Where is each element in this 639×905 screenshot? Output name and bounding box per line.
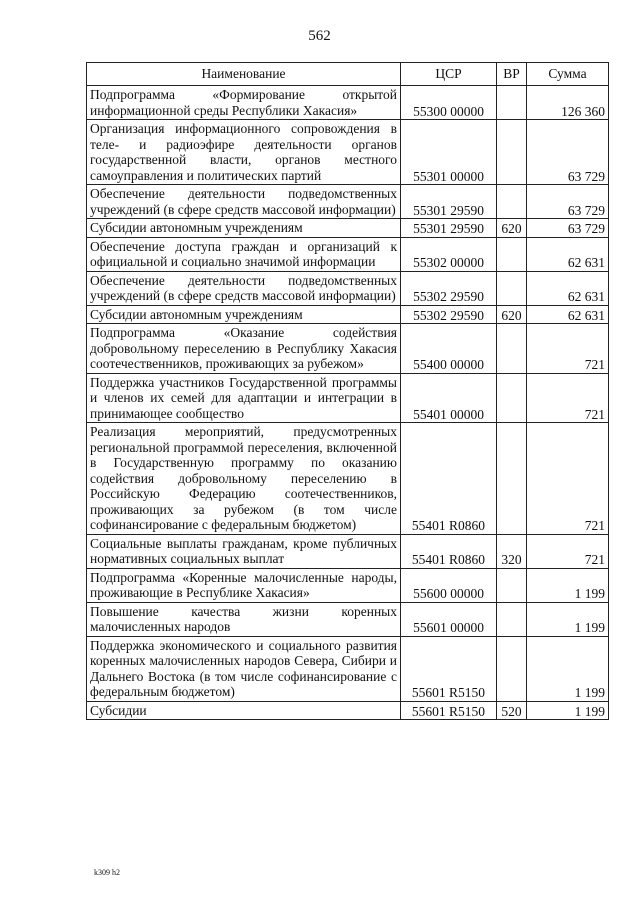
- row-vr: [497, 86, 527, 120]
- row-csr: 55401 00000: [401, 373, 497, 423]
- table-row: [87, 602, 609, 636]
- row-vr: [497, 568, 527, 602]
- row-sum: 1 199: [527, 701, 609, 720]
- row-sum: 721: [527, 534, 609, 568]
- row-name: Поддержка экономического и социального развития коренных малочисленных народов Севера, Сибири и Дальнего Востока (в том числе софинансирование с федеральным бюджетом): [87, 636, 401, 701]
- row-csr: 55300 00000: [401, 86, 497, 120]
- row-name: Субсидии: [87, 701, 401, 720]
- row-csr: 55601 R5150: [401, 636, 497, 701]
- table-header-row: [87, 63, 609, 86]
- row-sum: 63 729: [527, 120, 609, 185]
- row-sum: 63 729: [527, 219, 609, 238]
- header-sum: Сумма: [527, 63, 609, 86]
- row-csr: 55302 29590: [401, 271, 497, 305]
- row-name: Реализация мероприятий, предусмотренных региональной программой переселения, включенной в Государственную программу по оказанию содействия добровольному переселению в Российскую Федерацию соотечественников, проживающих за рубежом (в том числе софинансирование с федеральным бюджетом): [87, 423, 401, 535]
- row-csr: 55301 00000: [401, 120, 497, 185]
- row-sum: 62 631: [527, 271, 609, 305]
- row-sum: 721: [527, 373, 609, 423]
- budget-table: [86, 62, 609, 720]
- table-row: [87, 237, 609, 271]
- table-row: [87, 86, 609, 120]
- page-number: 562: [308, 28, 331, 44]
- row-vr: [497, 271, 527, 305]
- row-sum: 1 199: [527, 636, 609, 701]
- row-csr: 55400 00000: [401, 324, 497, 374]
- row-sum: 1 199: [527, 568, 609, 602]
- row-csr: 55302 00000: [401, 237, 497, 271]
- row-vr: [497, 373, 527, 423]
- row-vr: 320: [497, 534, 527, 568]
- row-name: Обеспечение деятельности подведомственных учреждений (в сфере средств массовой информации): [87, 271, 401, 305]
- row-csr: 55301 29590: [401, 185, 497, 219]
- row-vr: [497, 120, 527, 185]
- row-name: Повышение качества жизни коренных малочисленных народов: [87, 602, 401, 636]
- row-vr: 620: [497, 219, 527, 238]
- row-name: Обеспечение деятельности подведомственных учреждений (в сфере средств массовой информации): [87, 185, 401, 219]
- footer-code: k309 h2: [94, 868, 120, 877]
- table-row: [87, 185, 609, 219]
- table-row: [87, 701, 609, 720]
- row-name: Подпрограмма «Коренные малочисленные народы, проживающие в Республике Хакасия»: [87, 568, 401, 602]
- row-csr: 55600 00000: [401, 568, 497, 602]
- row-sum: 63 729: [527, 185, 609, 219]
- row-name: Организация информационного сопровождения в теле- и радиоэфире деятельности органов государственной власти, органов местного самоуправления и политических партий: [87, 120, 401, 185]
- row-csr: 55301 29590: [401, 219, 497, 238]
- row-vr: 620: [497, 305, 527, 324]
- row-sum: 1 199: [527, 602, 609, 636]
- row-name: Обеспечение доступа граждан и организаций к официальной и социально значимой информации: [87, 237, 401, 271]
- row-csr: 55601 R5150: [401, 701, 497, 720]
- row-csr: 55601 00000: [401, 602, 497, 636]
- row-vr: [497, 324, 527, 374]
- table-row: [87, 423, 609, 535]
- row-name: Подпрограмма «Оказание содействия добровольному переселению в Республику Хакасия соотечественников, проживающих за рубежом»: [87, 324, 401, 374]
- row-name: Субсидии автономным учреждениям: [87, 305, 401, 324]
- row-csr: 55302 29590: [401, 305, 497, 324]
- row-csr: 55401 R0860: [401, 423, 497, 535]
- header-csr: ЦСР: [401, 63, 497, 86]
- table-row: [87, 271, 609, 305]
- table-row: [87, 305, 609, 324]
- row-name: Социальные выплаты гражданам, кроме публичных нормативных социальных выплат: [87, 534, 401, 568]
- table-row: [87, 324, 609, 374]
- row-name: Поддержка участников Государственной программы и членов их семей для адаптации и интеграции в принимающее сообщество: [87, 373, 401, 423]
- table-row: [87, 120, 609, 185]
- row-vr: 520: [497, 701, 527, 720]
- row-sum: 62 631: [527, 305, 609, 324]
- row-vr: [497, 636, 527, 701]
- table-row: [87, 636, 609, 701]
- row-sum: 62 631: [527, 237, 609, 271]
- row-vr: [497, 602, 527, 636]
- row-vr: [497, 237, 527, 271]
- table-row: [87, 373, 609, 423]
- header-name: Наименование: [87, 63, 401, 86]
- row-name: Подпрограмма «Формирование открытой информационной среды Республики Хакасия»: [87, 86, 401, 120]
- row-sum: 721: [527, 423, 609, 535]
- row-vr: [497, 185, 527, 219]
- table-row: [87, 568, 609, 602]
- row-sum: 721: [527, 324, 609, 374]
- table-row: [87, 534, 609, 568]
- header-vr: ВР: [497, 63, 527, 86]
- row-sum: 126 360: [527, 86, 609, 120]
- row-vr: [497, 423, 527, 535]
- row-name: Субсидии автономным учреждениям: [87, 219, 401, 238]
- table-row: [87, 219, 609, 238]
- row-csr: 55401 R0860: [401, 534, 497, 568]
